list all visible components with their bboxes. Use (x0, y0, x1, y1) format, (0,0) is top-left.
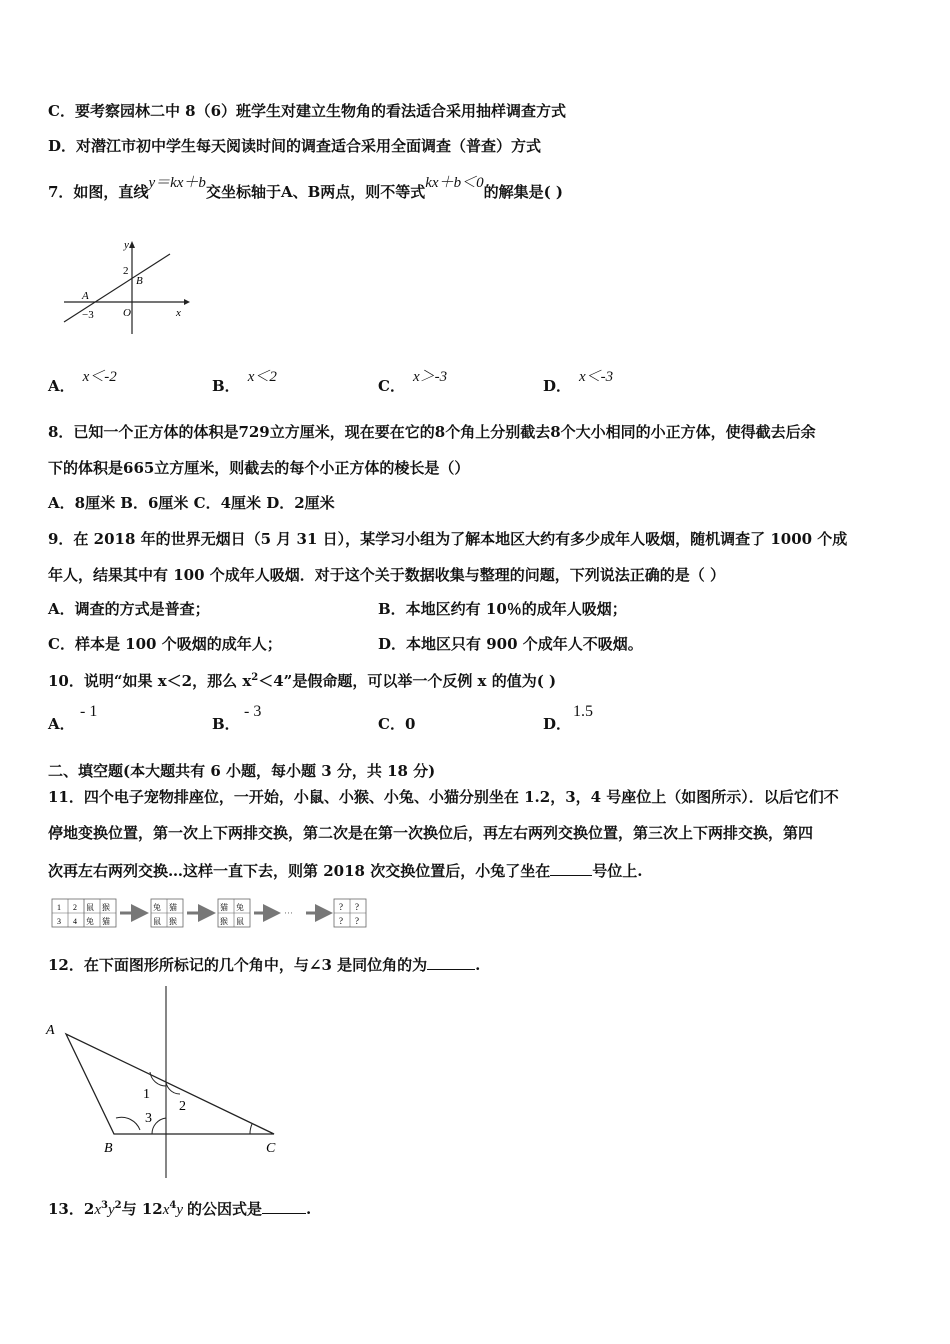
q11-step1-cell-3: 鼠 (153, 917, 161, 926)
q7-graph-origin: O (123, 307, 131, 319)
q11-seat-mouse: 鼠 (86, 903, 94, 912)
q11-unknown-cell-3: ? (339, 916, 343, 926)
q11-answer-blank[interactable] (550, 875, 592, 876)
q13-y1: y (107, 1202, 115, 1218)
q12-label-b: B (104, 1141, 113, 1156)
q8-stem-line1: 8．已知一个正方体的体积是729立方厘米，现在要在它的8个角上分别截去8个大小相同的小正方体，使得截去后余 (48, 423, 816, 441)
y-axis-arrow-icon (129, 241, 135, 248)
q11-seat-3: 3 (57, 917, 61, 926)
q7-option-a-label: A． (48, 377, 75, 395)
q6-option-d: D．对潜江市初中学生每天阅读时间的调查适合采用全面调查（普查）方式 (48, 137, 542, 155)
q7-inequality: kx＋b＜0 (425, 175, 484, 191)
q11-stem-line3 (48, 861, 642, 881)
q12-stem (48, 955, 480, 975)
q12-answer-blank[interactable] (427, 969, 475, 970)
q11-step1-cell-4: 猴 (169, 917, 177, 926)
q11-seat-1: 1 (57, 903, 61, 912)
q13-sup-3: 4 (169, 1200, 177, 1211)
q11-step1-cell-1: 兔 (153, 903, 161, 912)
q11-step2-cell-2: 兔 (236, 903, 244, 912)
q9-option-c: C．样本是 100 个吸烟的成年人； (48, 635, 282, 653)
q7-graph (60, 236, 190, 336)
q7-stem-mid: 交坐标轴于A、B两点，则不等式 (205, 183, 426, 201)
q10-option-a-value: - 1 (80, 703, 98, 720)
q7-option-b-value: x＜2 (247, 369, 277, 385)
q11-grid-step1 (151, 899, 183, 927)
q13-sup-2: 2 (114, 1200, 122, 1211)
q11-grid-initial (52, 899, 116, 927)
q12-angle-1-arc (150, 1072, 166, 1086)
q7-stem-post: 的解集是( ) (483, 183, 564, 201)
q7-graph-x-label: x (176, 307, 181, 319)
q11-step2-cell-3: 猴 (220, 917, 228, 926)
q7-line-expression: y＝kx＋b (148, 175, 206, 191)
q12-angle-c-arc (250, 1124, 252, 1134)
q11-grid-step2 (218, 899, 250, 927)
q13-t7: 的公因式是 (187, 1200, 263, 1218)
q13-t1: 13．2 (48, 1200, 95, 1218)
q11-seat-rabbit: 兔 (86, 917, 94, 926)
x-axis-arrow-icon (184, 299, 190, 305)
q13-answer-blank[interactable] (262, 1213, 306, 1214)
q7-graph-point-b: B (136, 275, 143, 287)
q11-seat-4: 4 (73, 917, 77, 926)
q11-stem-line2: 停地变换位置，第一次上下两排交换，第二次是在第一次换位后，再左右两列交换位置，第三次上下两排交换，第四 (48, 824, 814, 842)
section-2-heading: 二、填空题(本大题共有 6 小题，每小题 3 分，共 18 分) (48, 762, 436, 780)
q9-stem-line2: 年人，结果其中有 100 个成年人吸烟．对于这个关于数据收集与整理的问题，下列说法正确的是（ ） (48, 566, 725, 584)
q9-option-b: B．本地区约有 10％的成年人吸烟； (378, 600, 627, 618)
q10-option-a-label: A． (48, 715, 75, 733)
q10-option-c: C．0 (378, 715, 416, 733)
q11-unknown-cell-2: ? (355, 902, 359, 912)
q9-stem-line1: 9．在 2018 年的世界无烟日（5 月 31 日），某学习小组为了解本地区大约有多少成年人吸烟，随机调查了 1000 个成 (48, 530, 848, 548)
q11-unknown-cell-4: ? (355, 916, 359, 926)
q10-superscript: 2 (251, 672, 259, 683)
q10-stem-post: ＜4”是假命题，可以举一个反例 x 的值为( ) (258, 672, 557, 690)
q12-label-c: C (266, 1141, 276, 1156)
q7-graph-point-a: A (82, 290, 89, 302)
q12-angle-3-arc (152, 1118, 166, 1134)
q10-option-d-label: D． (543, 715, 572, 733)
q10-option-d-value: 1.5 (573, 703, 593, 720)
q12-label-a: A (46, 1023, 55, 1038)
q11-seat-monkey: 猴 (102, 903, 110, 912)
q7-line (64, 254, 170, 322)
q9-option-a: A．调查的方式是普查； (48, 600, 210, 618)
q8-stem-line2: 下的体积是665立方厘米，则截去的每个小正方体的棱长是（） (48, 459, 470, 477)
q13-x1: x (94, 1202, 101, 1218)
q11-seat-cat: 猫 (102, 917, 110, 926)
q10-option-b-value: - 3 (244, 703, 262, 720)
q7-option-a (48, 369, 117, 397)
q12-label-2: 2 (179, 1099, 186, 1114)
q12-triangle-figure (40, 982, 300, 1182)
q7-option-d-label: D． (543, 377, 572, 395)
q11-seat-diagram (50, 896, 370, 932)
q11-unknown-cell-1: ? (339, 902, 343, 912)
q7-graph-y-label: y (124, 239, 129, 251)
q12-label-1: 1 (143, 1087, 150, 1102)
q11-stem-line3-post: 号位上. (592, 862, 643, 880)
q10-stem (48, 668, 556, 691)
q13-stem (48, 1196, 311, 1220)
q9-option-d: D．本地区只有 900 个成年人不吸烟。 (378, 635, 643, 653)
q13-t8: . (306, 1200, 312, 1218)
q12-label-3: 3 (145, 1111, 152, 1126)
q7-stem-pre: 7．如图，直线 (48, 183, 149, 201)
q13-sup-1: 3 (100, 1200, 108, 1211)
q7-option-c (378, 369, 448, 397)
q12-stem-pre: 12．在下面图形所标记的几个角中，与∠3 是同位角的为 (48, 956, 428, 974)
q7-option-d (543, 369, 614, 397)
q11-grid-unknown (334, 899, 366, 927)
q13-t4: 与 12 (121, 1200, 163, 1218)
q11-seat-2: 2 (73, 903, 77, 912)
q6-option-c: C．要考察园林二中 8（6）班学生对建立生物角的看法适合采用抽样调查方式 (48, 102, 567, 120)
q7-option-c-value: x＞-3 (412, 369, 448, 385)
q12-triangle (66, 1034, 274, 1134)
q7-stem (48, 175, 564, 203)
q13-y2: y (176, 1202, 184, 1218)
q7-graph-tick-2: 2 (123, 265, 129, 277)
q11-stem-line1: 11．四个电子宠物排座位，一开始，小鼠、小猴、小兔、小猫分别坐在 1.2，3，4 号座位上（如图所示）．以后它们不 (48, 788, 839, 806)
q11-step1-cell-2: 猫 (169, 903, 177, 912)
q7-option-d-value: x＜-3 (579, 369, 614, 385)
q7-option-b-label: B． (212, 377, 240, 395)
q10-option-b-label: B． (212, 715, 240, 733)
q11-stem-line3-pre: 次再左右两列交换…这样一直下去，则第 2018 次交换位置后，小兔了坐在 (48, 862, 551, 880)
q8-options: A．8厘米 B．6厘米 C．4厘米 D．2厘米 (48, 494, 335, 512)
q7-option-a-value: x＜-2 (82, 369, 117, 385)
q12-angle-b-arc (116, 1117, 140, 1130)
q11-step2-cell-4: 鼠 (236, 917, 244, 926)
q12-stem-post: . (475, 956, 481, 974)
q7-option-c-label: C． (378, 377, 405, 395)
q7-graph-tick-neg3: −3 (82, 309, 94, 321)
q13-x2: x (162, 1202, 170, 1218)
q11-step2-cell-1: 猫 (220, 903, 228, 912)
q11-ellipsis: ··· (284, 908, 293, 918)
q7-option-b (212, 369, 277, 397)
q10-stem-pre: 10．说明“如果 x＜2，那么 x (48, 672, 252, 690)
